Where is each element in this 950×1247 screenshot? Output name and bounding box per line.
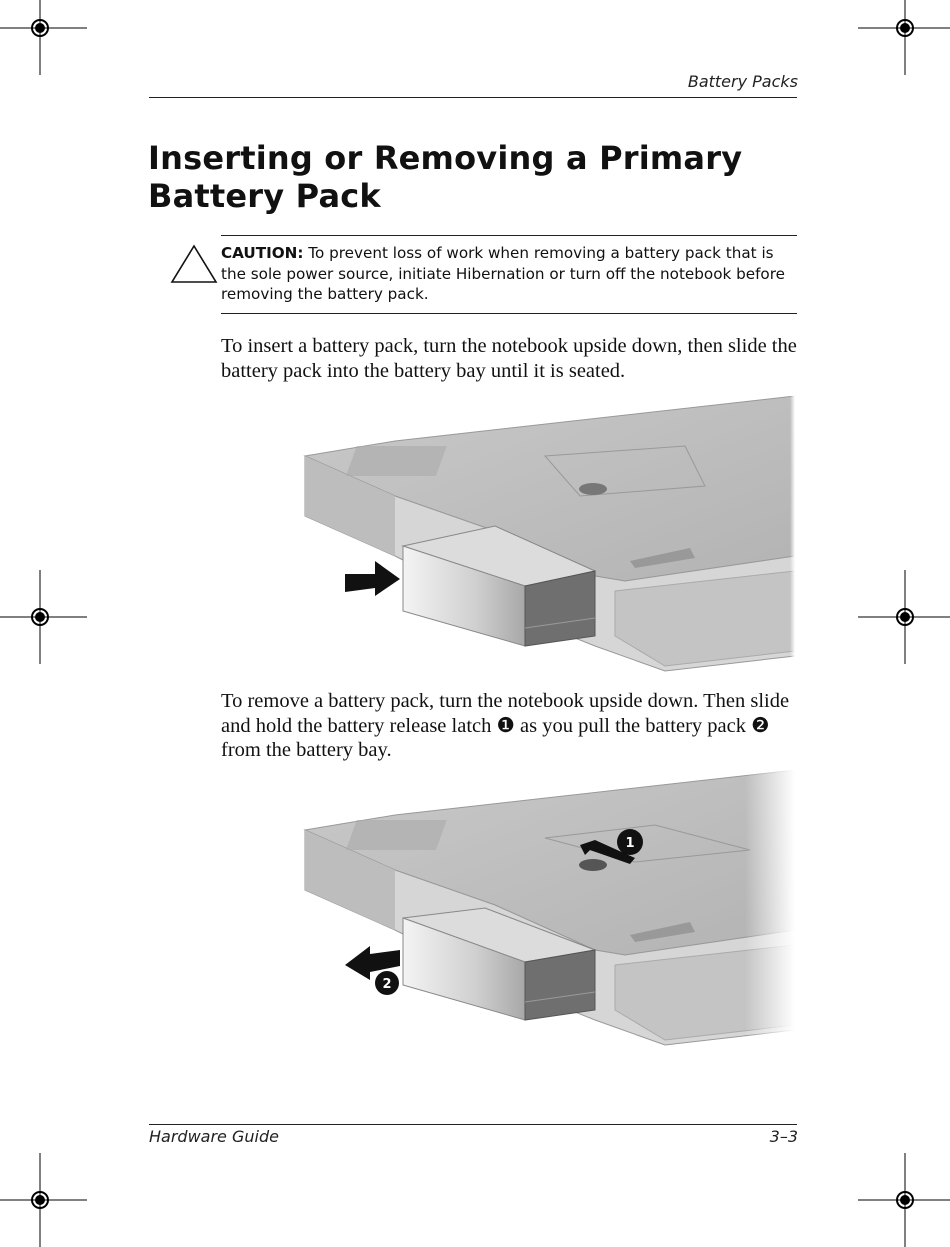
footer-rule	[149, 1124, 797, 1125]
crop-mark-icon	[858, 1153, 950, 1247]
caution-text: To prevent loss of work when removing a battery pack that is the sole power source, initiate Hibernation or turn off the notebook before removing the battery pack.	[221, 244, 785, 303]
header-rule	[149, 97, 797, 98]
caution-note	[221, 243, 801, 305]
callout-2: 2	[382, 977, 392, 992]
callout-1: 1	[625, 836, 635, 851]
insert-instructions: To insert a battery pack, turn the notebook upside down, then slide the battery pack into the battery bay until it is seated.	[221, 335, 797, 382]
page-number: 3–3	[769, 1127, 798, 1146]
caution-label: CAUTION:	[221, 244, 304, 262]
crop-mark-icon	[0, 570, 87, 664]
page-title: Inserting or Removing a Primary Battery Pack	[148, 139, 743, 215]
warning-triangle-icon	[170, 244, 218, 284]
caution-bottom-rule	[221, 313, 797, 314]
caution-top-rule	[221, 235, 797, 236]
crop-mark-icon	[0, 1153, 87, 1247]
crop-mark-icon	[858, 0, 950, 75]
insert-arrow-icon	[345, 561, 400, 596]
running-header: Battery Packs	[687, 72, 798, 91]
crop-mark-icon	[0, 0, 87, 75]
battery-remove-illustration	[295, 770, 795, 1050]
crop-mark-icon	[858, 570, 950, 664]
battery-insert-illustration	[295, 396, 795, 676]
remove-instructions: To remove a battery pack, turn the notebook upside down. Then slide and hold the battery release latch ❶ as you pull the battery pack ❷ from the battery bay.	[221, 690, 790, 761]
footer-guide-title: Hardware Guide	[149, 1127, 279, 1146]
